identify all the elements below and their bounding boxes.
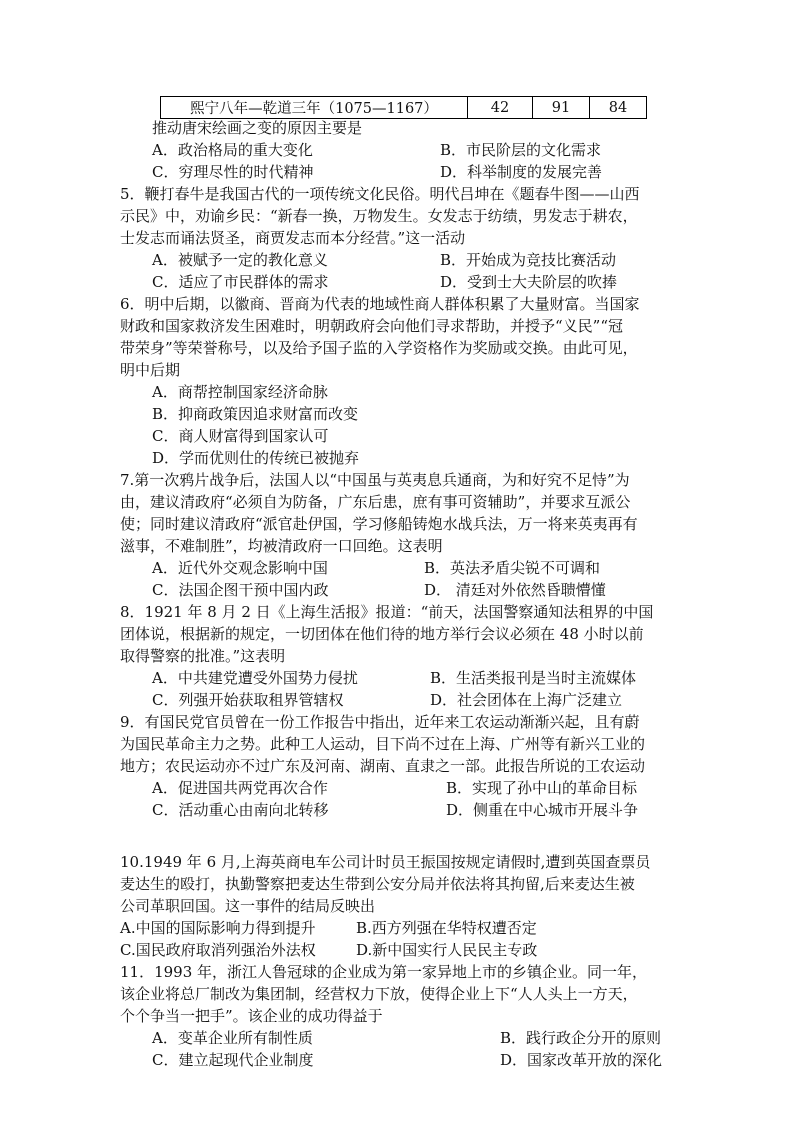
question-7-option-d: D． 清廷对外依然昏聩懵懂: [424, 581, 606, 599]
question-6-line: 带荣身”等荣誉称号，以及给予国子监的入学资格作为奖励或交换。由此可见，: [120, 339, 638, 357]
question-5-line: 5．鞭打春牛是我国古代的一项传统文化民俗。明代吕坤在《题春牛图——山西: [120, 185, 640, 203]
table-cell-value: 84: [590, 97, 647, 119]
question-7-option-c: C．法国企图干预中国内政: [152, 581, 329, 599]
question-5-option-d: D．受到士大夫阶层的吹捧: [440, 273, 618, 291]
question-6-line: 财政和国家救济发生困难时，明朝政府会向他们寻求帮助，并授予“义民”“冠: [120, 317, 624, 335]
question-5-line: 士发志而诵法贤圣，商贾发志而本分经营。”这一活动: [120, 229, 466, 247]
question-10-line: 10.1949 年 6 月,上海英商电车公司计时员王振国按规定请假时,遭到英国查票员: [120, 853, 651, 871]
question-8-option-b: B．生活类报刊是当时主流媒体: [430, 669, 637, 687]
question-7-line: 使；同时建议清政府“派官赴伊国，学习修船铸炮水战兵法，万一将来英夷再有: [120, 515, 638, 533]
question-6-option-c: C．商人财富得到国家认可: [152, 427, 329, 445]
question-9-line: 9．有国民党官员曾在一份工作报告中指出，近年来工农运动渐渐兴起，且有蔚: [120, 713, 640, 731]
question-10-option-b: B.西方列强在华特权遭否定: [356, 919, 537, 937]
question-8-option-d: D．社会团体在上海广泛建立: [430, 691, 623, 709]
question-8-line: 8．1921 年 8 月 2 日《上海生活报》报道：“前天，法国警察通知法租界的中国: [120, 603, 654, 621]
question-9-option-a: A．促进国共两党再次合作: [152, 779, 328, 797]
question-11-option-a: A．变革企业所有制性质: [152, 1029, 313, 1047]
table-cell-value: 42: [468, 97, 533, 119]
question-11-option-c: C．建立起现代企业制度: [152, 1051, 314, 1069]
question-7-option-b: B．英法矛盾尖锐不可调和: [424, 559, 601, 577]
question-6-option-d: D．学而优则仕的传统已被抛弃: [152, 449, 360, 467]
question-4-stem: 推动唐宋绘画之变的原因主要是: [152, 119, 363, 137]
question-10-line: 麦达生的殴打，执勤警察把麦达生带到公安分局并依法将其拘留,后来麦达生被: [120, 875, 635, 893]
question-11-option-d: D．国家改革开放的深化: [500, 1051, 663, 1069]
question-8-option-c: C．列强开始获取租界管辖权: [152, 691, 344, 709]
question-4-option-b: B．市民阶层的文化需求: [440, 141, 602, 159]
question-9-option-b: B．实现了孙中山的革命目标: [446, 779, 638, 797]
question-11-line: 该企业将总厂制改为集团制，经营权力下放，使得企业上下“人人头上一方天，: [120, 985, 638, 1003]
question-11-option-b: B．践行政企分开的原则: [500, 1029, 662, 1047]
question-7-line: 7.第一次鸦片战争后，法国人以“中国虽与英夷息兵通商，为和好究不足恃”为: [120, 471, 630, 489]
question-7-line: 由，建议清政府“必须自为防备，广东后患，庶有事可资辅助”，并要求互派公: [120, 493, 631, 511]
question-7-option-a: A．近代外交观念影响中国: [152, 559, 328, 577]
question-6-line: 明中后期: [120, 361, 181, 379]
question-6-line: 6．明中后期，以徽商、晋商为代表的地域性商人群体积累了大量财富。当国家: [120, 295, 640, 313]
question-10-option-c: C.国民政府取消列强治外法权: [120, 941, 316, 959]
question-5-option-a: A．被赋予一定的教化意义: [152, 251, 328, 269]
question-5-option-b: B．开始成为竞技比赛活动: [440, 251, 617, 269]
table-cell-value: 91: [533, 97, 590, 119]
data-table: [160, 96, 647, 119]
question-11-line: 11．1993 年，浙江人鲁冠球的企业成为第一家异地上市的乡镇企业。同一年，: [120, 963, 648, 981]
question-8-line: 取得警察的批准。”这表明: [120, 647, 286, 665]
table-cell-period: 熙宁八年—乾道三年（1075—1167）: [161, 97, 468, 119]
question-9-line: 为国民革命主力之势。此种工人运动，目下尚不过在上海、广州等有新兴工业的: [120, 735, 646, 753]
question-10-option-d: D.新中国实行人民民主专政: [356, 941, 538, 959]
question-5-option-c: C．适应了市民群体的需求: [152, 273, 329, 291]
question-9-option-d: D．侧重在中心城市开展斗争: [446, 801, 639, 819]
question-8-option-a: A．中共建党遭受外国势力侵扰: [152, 669, 358, 687]
question-10-option-a: A.中国的国际影响力得到提升: [120, 919, 316, 937]
question-8-line: 团体说，根据新的规定，一切团体在他们待的地方举行会议必须在 48 小时以前: [120, 625, 644, 643]
question-10-line: 公司革职回国。这一事件的结局反映出: [120, 897, 376, 915]
question-4-option-a: A．政治格局的重大变化: [152, 141, 313, 159]
question-11-line: 个个争当一把手”。该企业的成功得益于: [120, 1007, 383, 1025]
table-row: [161, 97, 647, 119]
question-5-line: 示民》中，劝谕乡民：“新春一换，万物发生。女发志于纺绩，男发志于耕农，: [120, 207, 638, 225]
question-7-line: 滋事，不难制胜”，均被清政府一口回绝。这表明: [120, 537, 443, 555]
question-9-line: 地方；农民运动亦不过广东及河南、湖南、直隶之一部。此报告所说的工农运动: [120, 757, 646, 775]
question-4-option-c: C．穷理尽性的时代精神: [152, 163, 314, 181]
question-9-option-c: C．活动重心由南向北转移: [152, 801, 329, 819]
question-4-option-d: D．科举制度的发展完善: [440, 163, 603, 181]
question-6-option-a: A．商帮控制国家经济命脉: [152, 383, 328, 401]
question-6-option-b: B．抑商政策因追求财富而改变: [152, 405, 359, 423]
